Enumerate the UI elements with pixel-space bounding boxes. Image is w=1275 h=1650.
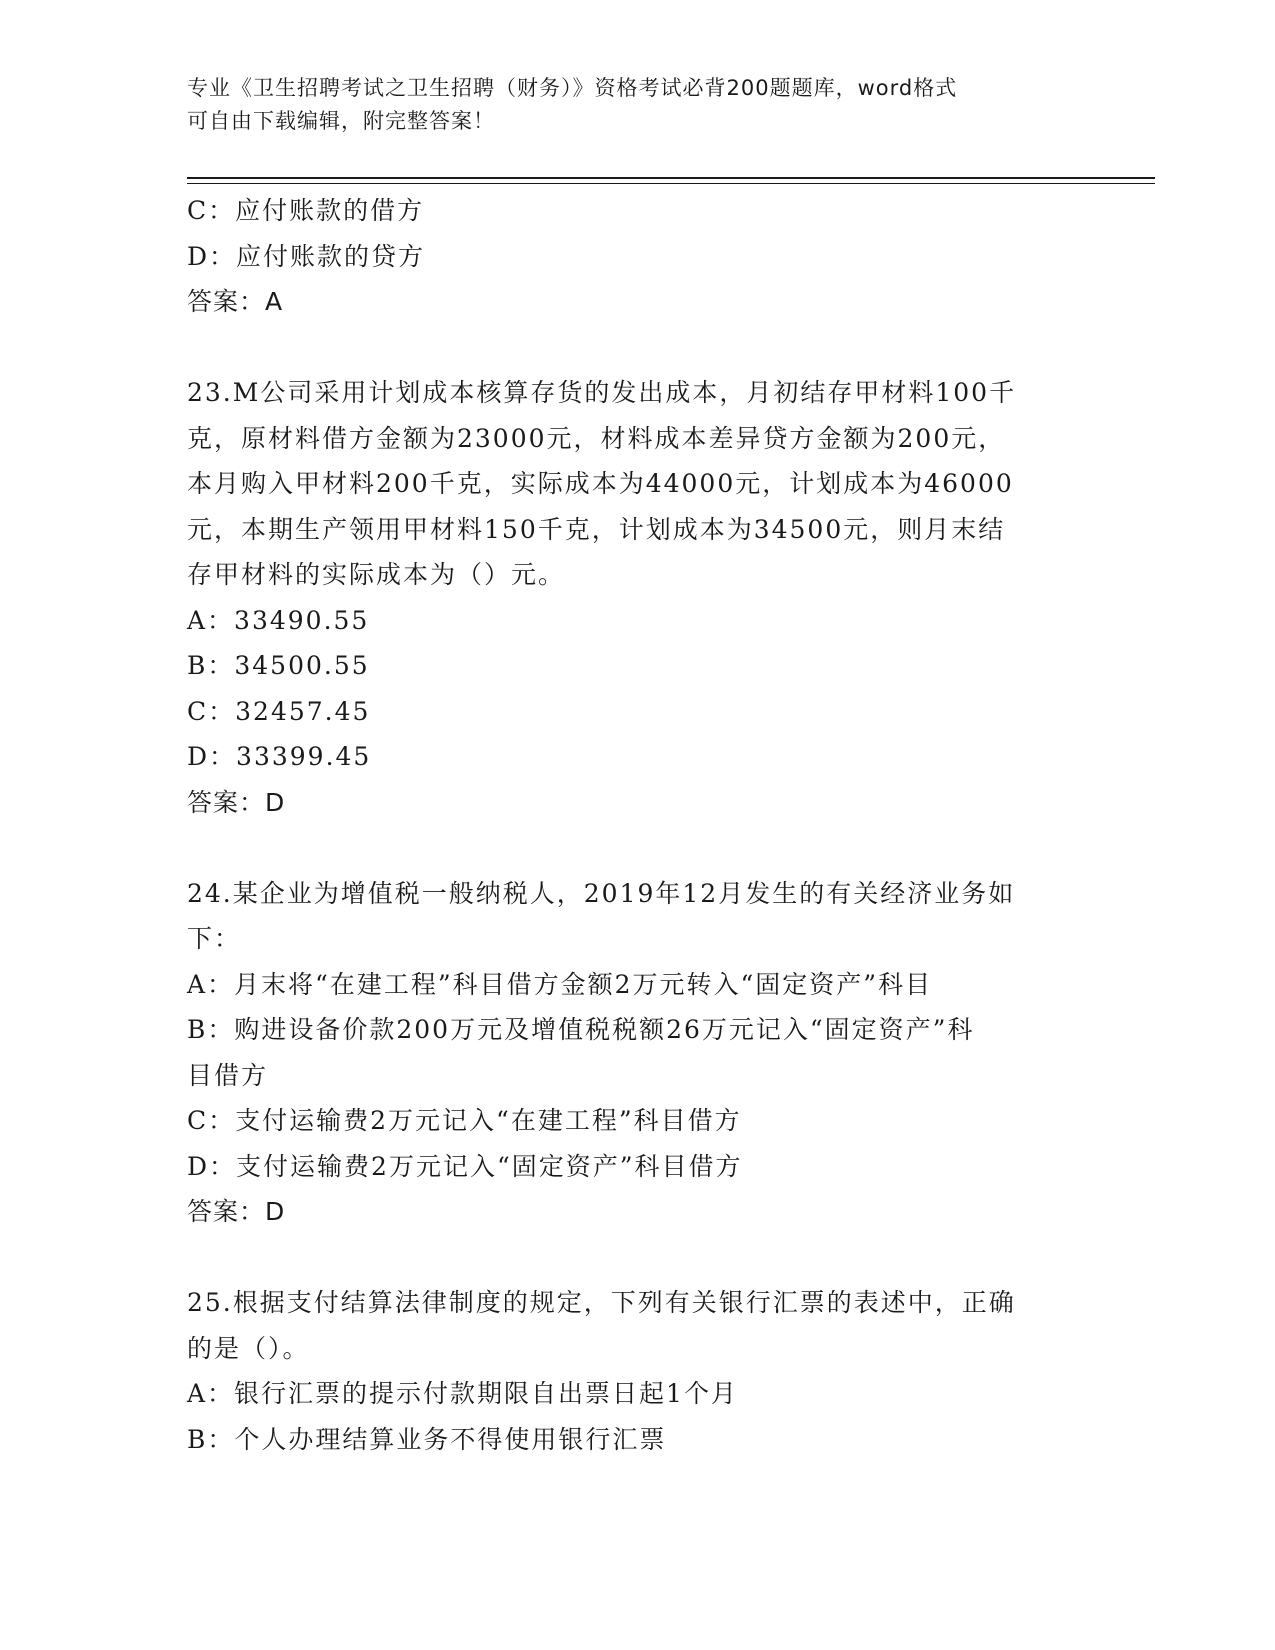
option-c: C：应付账款的借方 [187, 196, 425, 225]
option-b: B：34500.55 [187, 651, 370, 680]
spacer [187, 1235, 1087, 1281]
question-text-line: 24.某企业为增值税一般纳税人，2019年12月发生的有关经济业务如 [187, 878, 1016, 908]
question-text-line: 本月购入甲材料200千克，实际成本为44000元，计划成本为46000 [187, 469, 1014, 498]
question-23 [187, 370, 1087, 825]
question-text-line: 克，原材料借方金额为23000元，材料成本差异贷方金额为200元， [187, 423, 1006, 453]
header-divider-thin [187, 183, 1155, 184]
option-d: D：应付账款的贷方 [187, 241, 426, 271]
option-a: A：银行汇票的提示付款期限自出票日起1个月 [187, 1379, 738, 1408]
answer-line: 答案：D [187, 1197, 286, 1226]
spacer [187, 825, 1087, 871]
question-25 [187, 1280, 1087, 1462]
option-d: D：支付运输费2万元记入“固定资产”科目借方 [187, 1151, 743, 1181]
header-divider-thick [187, 177, 1155, 179]
document-header [187, 72, 1087, 138]
question-text-line: 23.M公司采用计划成本核算存货的发出成本，月初结存甲材料100千 [187, 378, 1017, 407]
question-text-line: 的是（）。 [187, 1333, 310, 1363]
question-text-line: 元，本期生产领用甲材料150千克，计划成本为34500元，则月末结 [187, 514, 1006, 544]
question-text-line: 25.根据支付结算法律制度的规定，下列有关银行汇票的表述中，正确 [187, 1288, 1016, 1317]
answer-line: 答案：A [187, 287, 284, 316]
question-22-tail [187, 188, 1087, 325]
option-c: C：32457.45 [187, 696, 371, 726]
option-d: D：33399.45 [187, 742, 372, 771]
option-c: C：支付运输费2万元记入“在建工程”科目借方 [187, 1106, 742, 1135]
document-body [187, 188, 1087, 1462]
option-a: A：月末将“在建工程”科目借方金额2万元转入“固定资产”科目 [187, 969, 933, 999]
header-line-1: 专业《卫生招聘考试之卫生招聘（财务）》资格考试必背200题题库，word格式 [187, 76, 958, 100]
option-b: B：个人办理结算业务不得使用银行汇票 [187, 1424, 667, 1454]
question-text-line: 存甲材料的实际成本为（）元。 [187, 560, 566, 589]
option-a: A：33490.55 [187, 605, 370, 635]
spacer [187, 325, 1087, 371]
header-line-2: 可自由下载编辑，附完整答案！ [187, 109, 495, 133]
answer-line: 答案：D [187, 787, 286, 817]
option-b-continued: 目借方 [187, 1060, 269, 1090]
question-text-line: 下： [187, 924, 242, 953]
question-24 [187, 871, 1087, 1235]
option-b: B：购进设备价款200万元及增值税税额26万元记入“固定资产”科 [187, 1015, 975, 1044]
